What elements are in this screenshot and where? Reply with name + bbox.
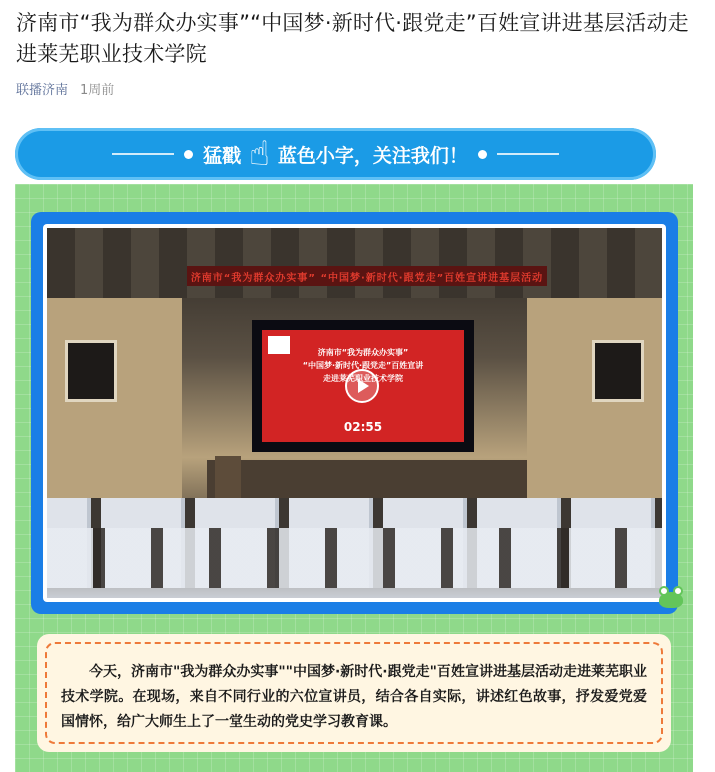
publish-time: 1周前 — [80, 83, 115, 98]
banner-right-text: 蓝色小字，关注我们！ — [277, 144, 468, 167]
article-title: 济南市“我为群众办实事”“中国梦·新时代·跟党走”百姓宣讲进基层活动走进莱芜职业技术学院 — [16, 11, 689, 66]
video-thumbnail — [47, 228, 662, 598]
pointing-hand-icon: ☝ — [249, 134, 270, 174]
led-banner-text: 济南市“我为群众办实事” “中国梦·新时代·跟党走”百姓宣讲进基层活动 — [187, 266, 547, 286]
frog-eye-left — [659, 586, 669, 596]
content-card — [15, 184, 693, 772]
banner-divider-left — [112, 153, 174, 155]
follow-banner[interactable] — [15, 128, 656, 180]
frog-sticker-icon — [657, 584, 685, 608]
article-paragraph: 今天，济南市"我为群众办实事""中国梦·新时代·跟党走"百姓宣讲进基层活动走进莱芜职业技术学院。在现场，来自不同行业的六位宣讲员，结合各自实际，讲述红色故事，抒发爱党爱国情怀，给广大师生上了一堂生动的党史学习教育课。 — [45, 642, 663, 744]
banner-left-text: 猛戳 — [203, 144, 242, 167]
speaker-podium — [215, 456, 241, 500]
slide-line-2: “中国梦·新时代·跟党走”百姓宣讲 — [302, 361, 424, 370]
frog-eye-right — [673, 586, 683, 596]
article-meta — [16, 79, 114, 98]
slide-line-3: 走进莱芜职业技术学院 — [323, 374, 403, 383]
hall-stage — [207, 460, 527, 502]
hall-ceiling — [47, 228, 662, 298]
hall-window-left — [65, 340, 117, 402]
audience-seats-front — [47, 528, 662, 588]
article-text-box — [37, 634, 671, 752]
banner-dot-left — [184, 150, 193, 159]
hall-window-right — [592, 340, 644, 402]
account-name-link[interactable]: 联播济南 — [16, 83, 69, 98]
video-player[interactable] — [43, 224, 666, 602]
video-duration: 02:55 — [343, 420, 383, 434]
slide-logo — [268, 336, 290, 354]
banner-dot-right — [478, 150, 487, 159]
play-icon[interactable] — [345, 369, 379, 403]
banner-divider-right — [497, 153, 559, 155]
slide-line-1: 济南市“我为群众办实事” — [317, 348, 409, 357]
video-frame — [31, 212, 678, 614]
